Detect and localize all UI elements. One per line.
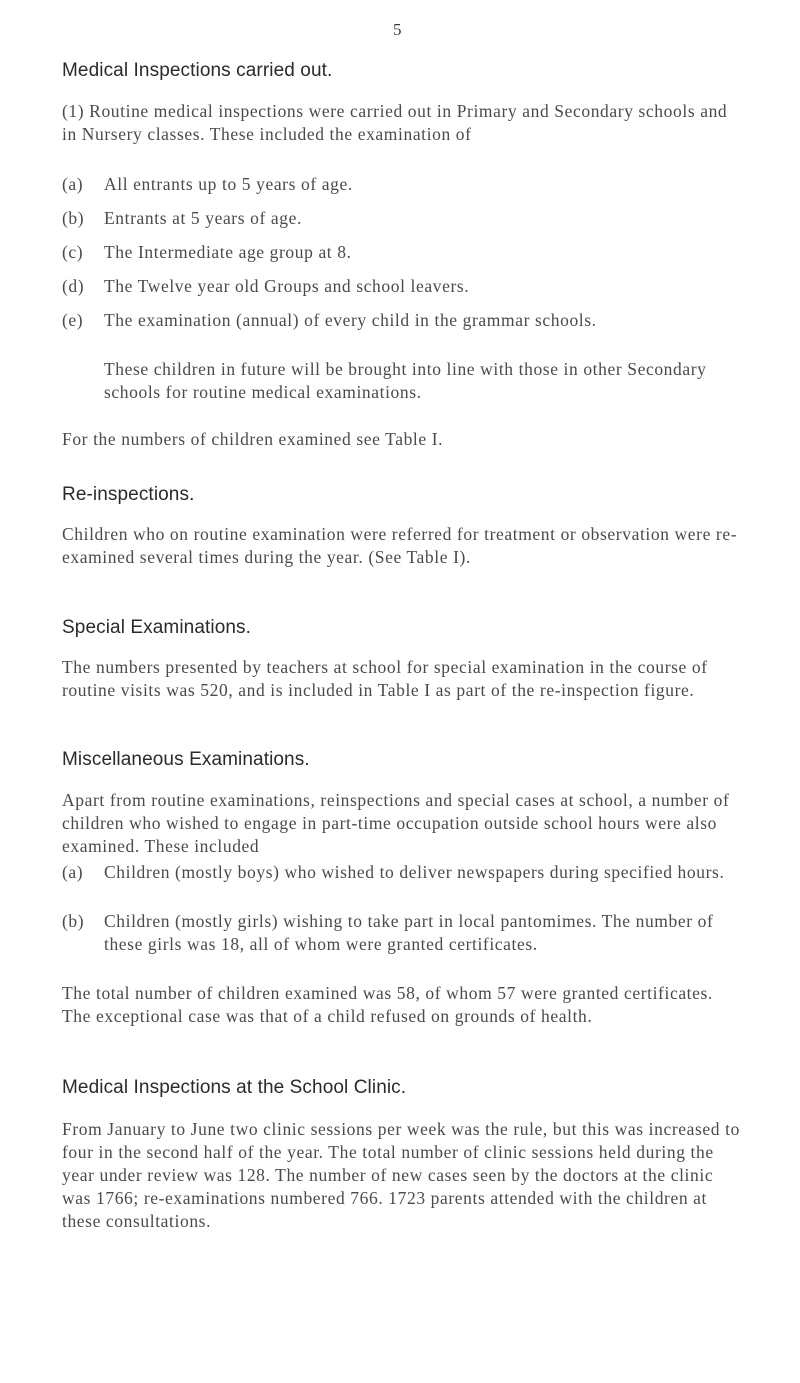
- item-text: Entrants at 5 years of age.: [104, 208, 302, 228]
- misc-total: The total number of children examined was 58, of whom 57 were granted certificates. The exceptional case was that of a child refused on grounds of health.: [62, 983, 713, 1026]
- item-marker: (d): [62, 276, 85, 296]
- routine-note: These children in future will be brought into line with those in other Secondary schools for routine medical examinations.: [104, 359, 707, 402]
- item-text: Children (mostly girls) wishing to take part in local pantomimes. The number of these girls was 18, all of whom were granted certificates.: [104, 911, 714, 954]
- item-marker: (c): [62, 242, 84, 262]
- routine-item-a: [62, 173, 742, 196]
- item-marker: (b): [62, 911, 85, 931]
- misc-intro: Apart from routine examinations, reinspections and special cases at school, a number of children who wished to engage in part-time occupation outside school hours were also examined. These included: [62, 790, 730, 856]
- item-text: The examination (annual) of every child in the grammar schools.: [104, 310, 597, 330]
- item-marker: (a): [62, 862, 84, 882]
- heading-special-examinations: Special Examinations.: [62, 617, 252, 638]
- special-text: The numbers presented by teachers at school for special examination in the course of routine visits was 520, and is included in Table I as part of the re-inspection figure.: [62, 657, 708, 700]
- routine-intro: (1) Routine medical inspections were carried out in Primary and Secondary schools and in Nursery classes. These included the examination of: [62, 101, 728, 144]
- item-marker: (a): [62, 174, 84, 194]
- routine-item-d: [62, 275, 742, 298]
- heading-medical-inspections: Medical Inspections carried out.: [62, 60, 333, 81]
- reinspections-text: Children who on routine examination were referred for treatment or observation were re-examined several times during the year. (See Table I).: [62, 524, 738, 567]
- item-marker: (b): [62, 208, 85, 228]
- item-text: The Twelve year old Groups and school leavers.: [104, 276, 470, 296]
- clinic-text: From January to June two clinic sessions per week was the rule, but this was increased to four in the second half of the year. The total number of clinic sessions held during the year under review was 128. The number of new cases seen by the doctors at the clinic was 1766; re-examinations numbered 766. 1723 parents attended with the children at these consultations.: [62, 1119, 740, 1231]
- routine-item-e: [62, 309, 742, 332]
- heading-school-clinic: Medical Inspections at the School Clinic.: [62, 1077, 407, 1098]
- heading-miscellaneous-examinations: Miscellaneous Examinations.: [62, 749, 310, 770]
- item-text: Children (mostly boys) who wished to deliver newspapers during specified hours.: [104, 862, 725, 882]
- item-marker: (e): [62, 310, 84, 330]
- item-text: All entrants up to 5 years of age.: [104, 174, 353, 194]
- routine-item-b: [62, 207, 742, 230]
- misc-item-b: [62, 910, 742, 956]
- page-number: 5: [393, 20, 402, 39]
- routine-item-c: [62, 241, 742, 264]
- heading-reinspections: Re-inspections.: [62, 484, 195, 505]
- misc-item-a: [62, 861, 742, 884]
- item-text: The Intermediate age group at 8.: [104, 242, 352, 262]
- routine-table-reference: For the numbers of children examined see Table I.: [62, 429, 444, 449]
